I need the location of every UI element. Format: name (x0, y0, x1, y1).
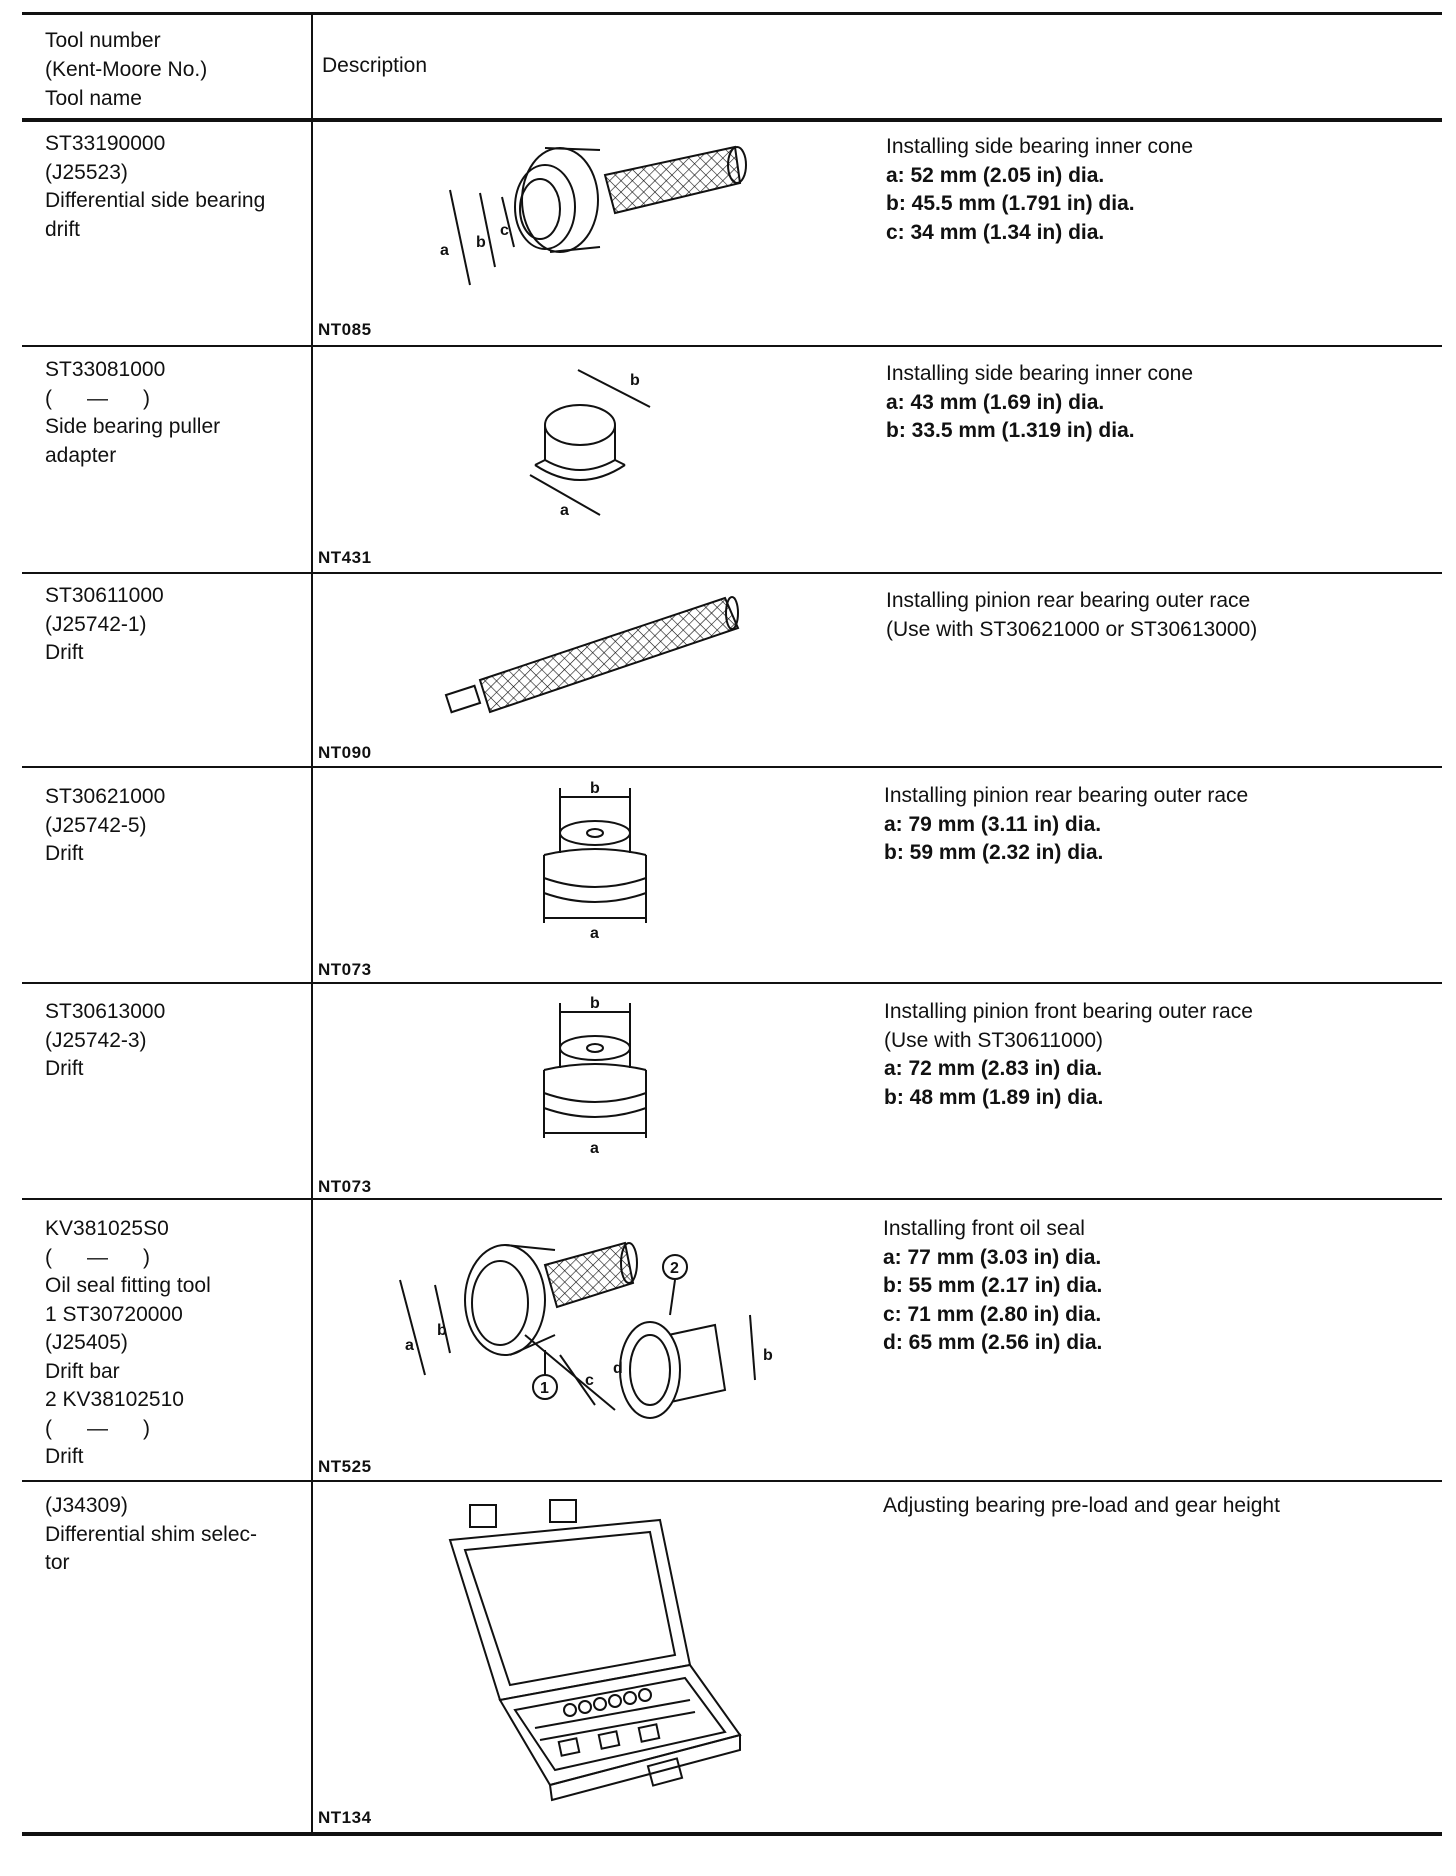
figure-code: NT134 (318, 1808, 372, 1827)
header-kent-moore: (Kent-Moore No.) (45, 58, 208, 81)
callout-2: 2 (670, 1260, 679, 1277)
tool-cell-kv381025s0: KV381025S0 ( — ) Oil seal fitting tool 1 ST30720000 (J25405) Drift bar 2 KV38102510 ( — ) Drift (45, 1217, 211, 1468)
table-bottom-rule (22, 1832, 1442, 1836)
spec-a: a: 77 mm (3.03 in) dia. (883, 1245, 1102, 1269)
side-bearing-drift-illustration (440, 135, 760, 305)
dim-label-b2: b (763, 1347, 773, 1364)
tool-cell-st33190000: ST33190000 (J25523) Differential side bearing drift (45, 132, 266, 241)
drift-rear-race-illustration (530, 780, 660, 943)
row-divider (22, 982, 1442, 984)
tool-cell-st30621000: ST30621000 (J25742-5) Drift (45, 785, 166, 865)
description-cell (886, 587, 1257, 644)
dim-label-a: a (440, 242, 449, 259)
dim-label-a: a (560, 502, 569, 519)
dim-label-a: a (590, 925, 599, 942)
description-line: Installing pinion rear bearing outer race (884, 784, 1249, 807)
dim-label-a: a (405, 1337, 414, 1354)
spec-a: a: 79 mm (3.11 in) dia. (884, 812, 1102, 836)
dim-label-d: d (613, 1360, 623, 1377)
header-tool-column (45, 26, 207, 113)
figure-code: NT431 (318, 548, 372, 567)
row-divider (22, 1198, 1442, 1200)
description-line: Installing side bearing inner cone (886, 362, 1194, 385)
dim-label-b: b (437, 1322, 447, 1339)
figure-code: NT085 (318, 320, 372, 339)
figure-code: NT073 (318, 960, 372, 979)
row-divider (22, 572, 1442, 574)
spec-b: b: 59 mm (2.32 in) dia. (884, 841, 1104, 864)
description-line: Adjusting bearing pre-load and gear height (883, 1494, 1280, 1517)
header-bottom-rule (22, 118, 1442, 122)
description-cell (886, 133, 1193, 247)
description-cell (884, 782, 1248, 868)
description-cell (886, 360, 1193, 446)
shim-selector-case-illustration (440, 1500, 740, 1800)
spec-b: b: 45.5 mm (1.791 in) dia. (886, 192, 1135, 215)
header-description: Description (322, 54, 428, 77)
figure-code: NT073 (318, 1177, 372, 1196)
oil-seal-fitting-tool-illustration (395, 1225, 795, 1435)
row-divider (22, 345, 1442, 347)
header-tool-number: Tool number (45, 29, 161, 52)
spec-c: c: 34 mm (1.34 in) dia. (886, 220, 1105, 244)
dim-label-a: a (590, 1140, 599, 1157)
header-tool-name: Tool name (45, 87, 142, 110)
spec-b: b: 55 mm (2.17 in) dia. (883, 1274, 1103, 1297)
tool-cell-j34309: (J34309) Differential shim selec- tor (45, 1494, 258, 1574)
spec-c: c: 71 mm (2.80 in) dia. (883, 1302, 1102, 1326)
description-cell (883, 1492, 1280, 1521)
spec-a: a: 72 mm (2.83 in) dia. (884, 1057, 1103, 1080)
table-top-rule (22, 12, 1442, 15)
tool-cell-st30611000: ST30611000 (J25742-1) Drift (45, 584, 164, 664)
spec-a: a: 43 mm (1.69 in) dia. (886, 390, 1105, 414)
column-divider (311, 12, 313, 1836)
drift-front-race-illustration (530, 995, 660, 1158)
description-line: Installing front oil seal (883, 1217, 1085, 1240)
tool-cell-st33081000: ST33081000 ( — ) Side bearing puller adapter (45, 358, 221, 467)
spec-a: a: 52 mm (2.05 in) dia. (886, 163, 1105, 187)
dim-label-b: b (590, 780, 600, 797)
row-divider (22, 766, 1442, 768)
tool-cell-st30613000: ST30613000 (J25742-3) Drift (45, 1000, 166, 1080)
dim-label-c: c (500, 222, 509, 239)
dim-label-b: b (630, 372, 640, 389)
figure-code: NT525 (318, 1457, 372, 1476)
figure-code: NT090 (318, 743, 372, 762)
description-line: Installing pinion front bearing outer race (884, 1000, 1253, 1023)
callout-1: 1 (540, 1380, 549, 1397)
spec-b: b: 33.5 mm (1.319 in) dia. (886, 419, 1135, 442)
spec-b: b: 48 mm (1.89 in) dia. (884, 1085, 1104, 1109)
dim-label-c: c (585, 1372, 594, 1389)
description-line: (Use with ST30621000 or ST30613000) (886, 617, 1258, 641)
description-cell (884, 998, 1253, 1112)
row-divider (22, 1480, 1442, 1482)
description-line: (Use with ST30611000) (884, 1028, 1104, 1052)
dim-label-b: b (590, 995, 600, 1012)
description-line: Installing pinion rear bearing outer race (886, 589, 1251, 612)
dim-label-b: b (476, 234, 486, 251)
description-line: Installing side bearing inner cone (886, 135, 1194, 158)
puller-adapter-illustration (520, 365, 670, 525)
spec-d: d: 65 mm (2.56 in) dia. (883, 1331, 1103, 1354)
drift-bar-illustration (440, 590, 750, 730)
description-cell (883, 1215, 1102, 1358)
